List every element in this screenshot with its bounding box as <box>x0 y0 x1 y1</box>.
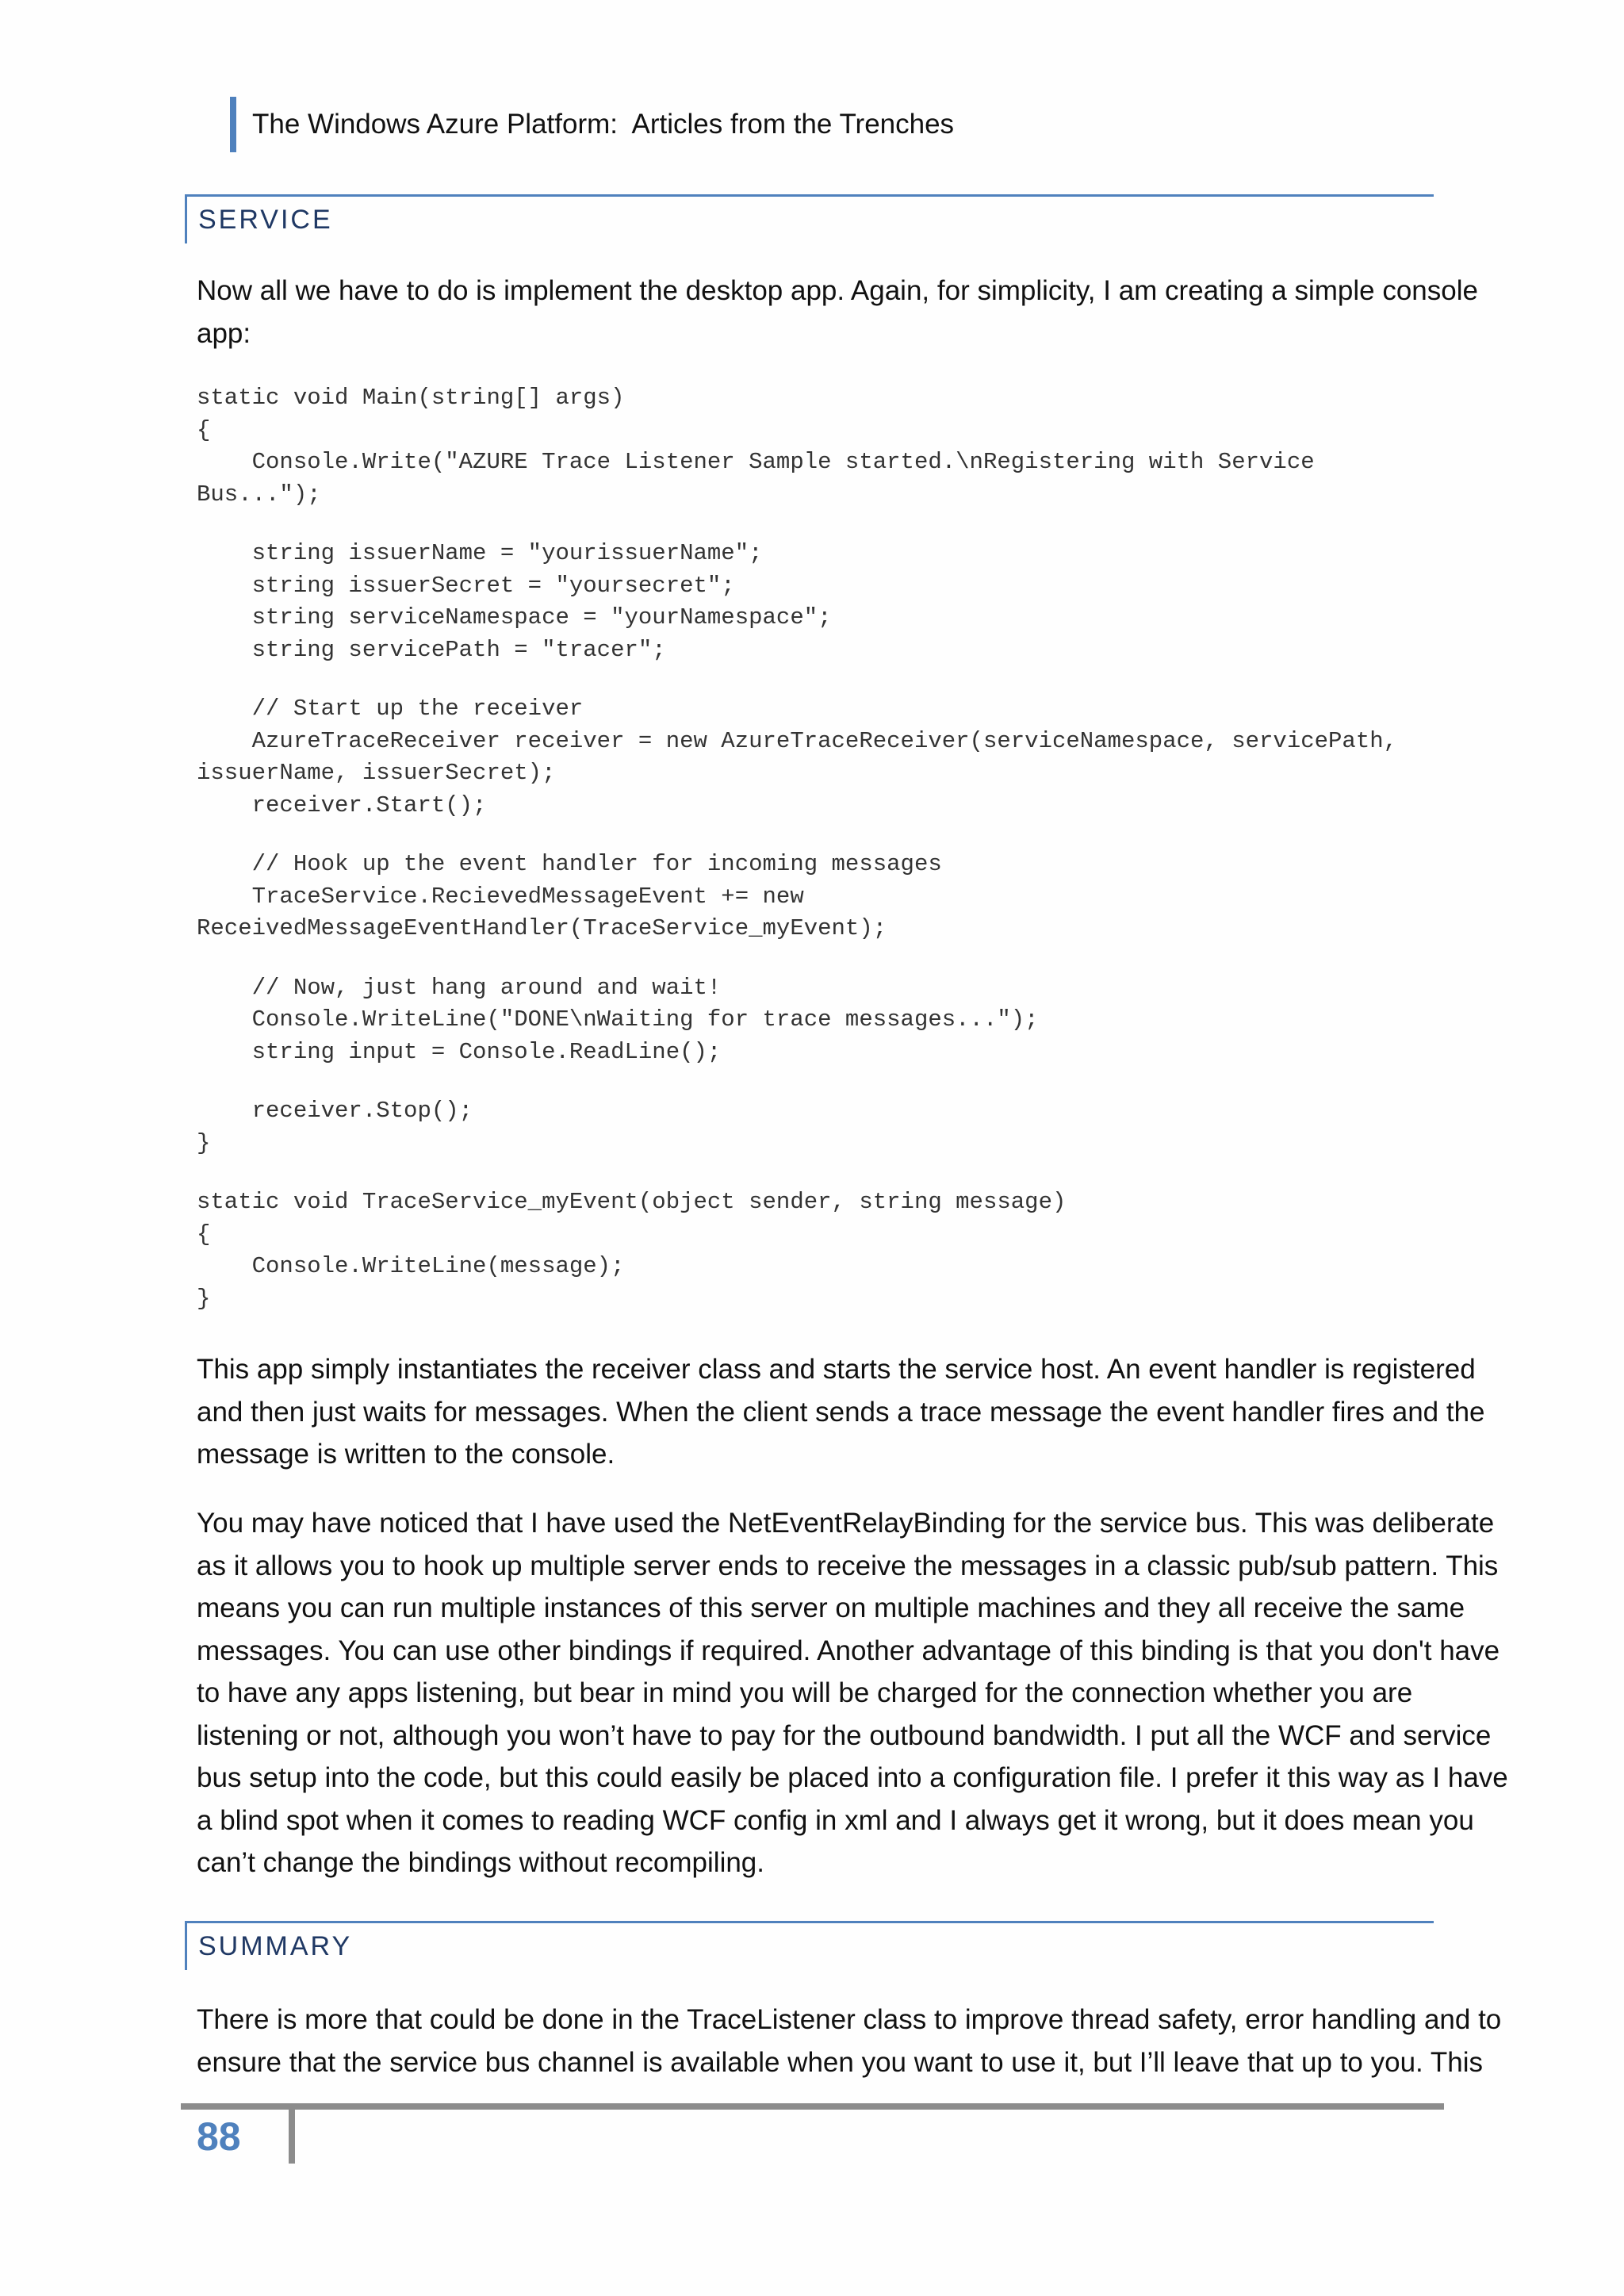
code-line: string servicePath = "tracer"; <box>197 636 666 663</box>
code-line: string issuerSecret = "yoursecret"; <box>197 572 735 599</box>
body-paragraph: You may have noticed that I have used the NetEventRelayBinding for the service bus. This was deliberate as it allows you to hook up multiple server ends to receive the messages in a classic pub/sub pattern. This means you can run multiple instances of this server on multiple machines and they all receive the same messages. You can use other bindings if required. Another advantage of this binding is that you don't have to have any apps listening, but bear in mind you will be charged for the connection whether you are listening or not, although you won’t have to pay for the outbound bandwidth. I put all the WCF and service bus setup into the code, but this could easily be placed into a configuration file. I prefer it this way as I have a blind spot when it comes to reading WCF config in xml and I always get it wrong, but it does mean you can’t change the bindings without recompiling. <box>197 1508 1508 1878</box>
code-line: string input = Console.ReadLine(); <box>197 1038 722 1065</box>
section-heading-service <box>185 194 1434 243</box>
code-blank-line <box>197 511 1545 538</box>
code-blank-line <box>197 822 1545 849</box>
code-line: // Start up the receiver <box>197 696 584 722</box>
code-line: ReceivedMessageEventHandler(TraceService_myEvent); <box>197 915 887 941</box>
code-blank-line <box>197 666 1545 693</box>
code-line: static void Main(string[] args) <box>197 385 625 411</box>
section-heading-label: SERVICE <box>198 205 333 235</box>
code-listing <box>197 382 1545 1315</box>
footer-divider <box>289 2110 295 2164</box>
code-blank-line <box>197 945 1545 972</box>
code-blank-line <box>197 1068 1545 1095</box>
code-line: Console.WriteLine(message); <box>197 1253 625 1279</box>
code-line: string issuerName = "yourissuerName"; <box>197 540 763 566</box>
code-line: // Now, just hang around and wait! <box>197 974 722 1001</box>
code-line: AzureTraceReceiver receiver = new AzureTraceReceiver(serviceNamespace, servicePath, <box>197 727 1398 754</box>
code-line: issuerName, issuerSecret); <box>197 760 556 786</box>
body-paragraph: This app simply instantiates the receiver class and starts the service host. An event handler is registered and then just waits for messages. When the client sends a trace message the event handler fires and the message is written to the console. <box>197 1354 1485 1470</box>
code-line: { <box>197 416 211 443</box>
body-paragraph: There is more that could be done in the TraceListener class to improve thread safety, error handling and to ensure that the service bus channel is available when you want to use it, but I’ll leave that up to you. This <box>197 2004 1502 2078</box>
code-line: Bus..."); <box>197 481 321 508</box>
code-blank-line <box>197 1159 1545 1186</box>
code-line: Console.WriteLine("DONE\nWaiting for trace messages..."); <box>197 1006 1039 1033</box>
intro-paragraph: Now all we have to do is implement the desktop app. Again, for simplicity, I am creating a simple console app: <box>197 275 1478 349</box>
section-heading-label: SUMMARY <box>198 1931 353 1961</box>
running-header <box>230 97 954 152</box>
footer-rule <box>181 2103 1444 2110</box>
running-header-title: The Windows Azure Platform: Articles from the Trenches <box>252 109 955 140</box>
code-line: static void TraceService_myEvent(object sender, string message) <box>197 1189 1067 1215</box>
code-line: } <box>197 1129 211 1156</box>
page-number: 88 <box>197 2114 241 2159</box>
code-line: Console.Write("AZURE Trace Listener Sample started.\nRegistering with Service <box>197 449 1315 475</box>
code-line: { <box>197 1221 211 1248</box>
code-line: } <box>197 1285 211 1312</box>
section-heading-summary <box>185 1921 1434 1970</box>
code-line: receiver.Start(); <box>197 792 487 818</box>
code-line: receiver.Stop(); <box>197 1098 473 1124</box>
code-line: string serviceNamespace = "yourNamespace"; <box>197 604 832 631</box>
code-line: TraceService.RecievedMessageEvent += new <box>197 883 804 910</box>
code-line: // Hook up the event handler for incoming messages <box>197 851 942 877</box>
